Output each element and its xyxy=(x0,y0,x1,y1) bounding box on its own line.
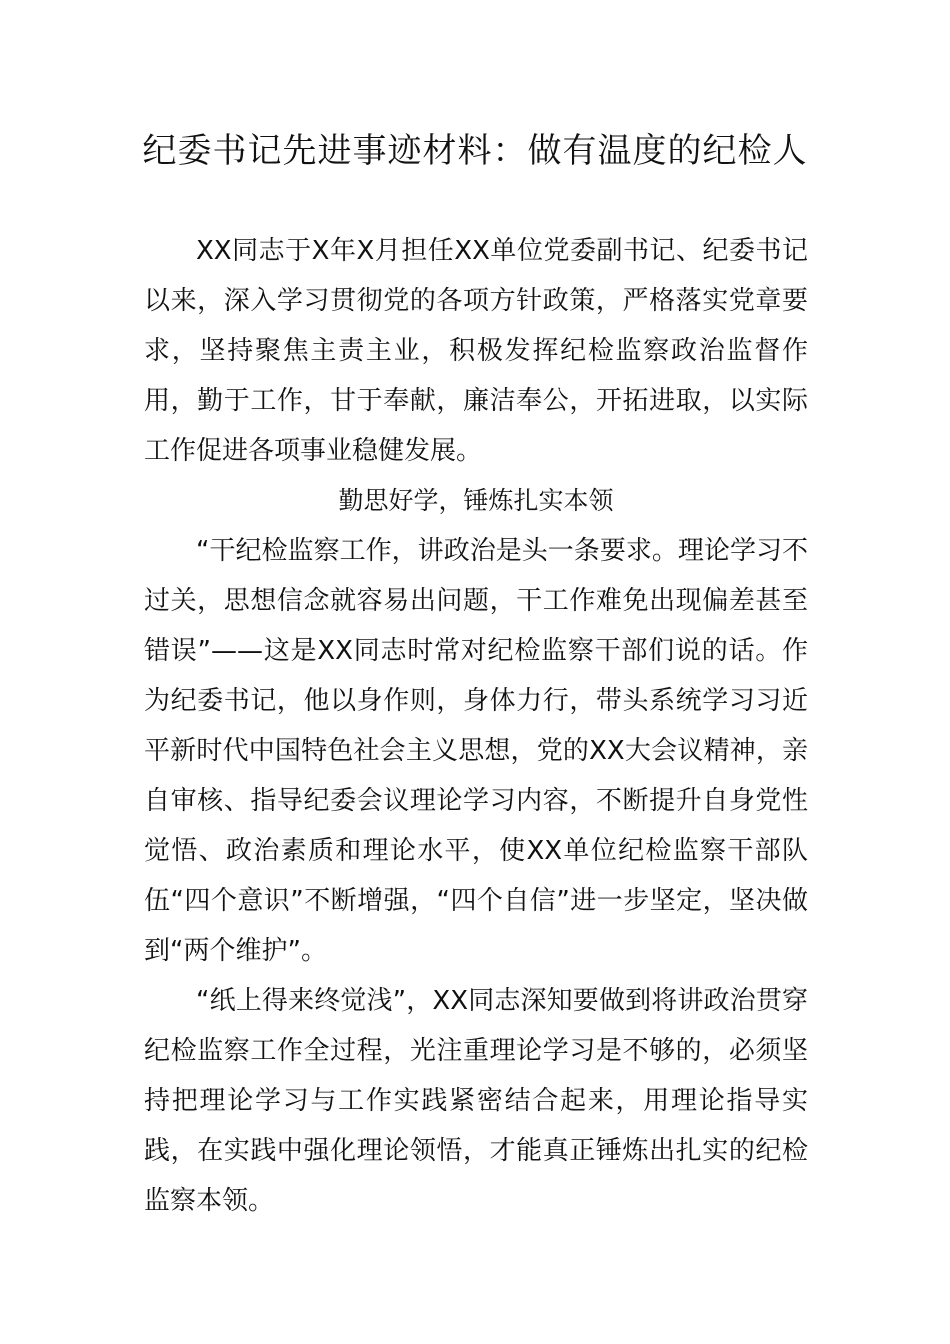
body-paragraph: “纸上得来终觉浅”，XX同志深知要做到将讲政治贯穿纪检监察工作全过程，光注重理论学习是不够的，必须坚持把理论学习与工作实践紧密结合起来，用理论指导实践，在实践中强化理论领悟，才能真正锤炼出扎实的纪检监察本领。 xyxy=(144,986,808,1216)
document-body xyxy=(144,226,808,1226)
section-heading: 勤思好学，锤炼扎实本领 xyxy=(338,486,614,515)
body-paragraph: “干纪检监察工作，讲政治是头一条要求。理论学习不过关，思想信念就容易出问题，干工作难免出现偏差甚至错误”——这是XX同志时常对纪检监察干部们说的话。作为纪委书记，他以身作则，身体力行，带头系统学习习近平新时代中国特色社会主义思想，党的XX大会议精神，亲自审核、指导纪委会议理论学习内容，不断提升自身党性觉悟、政治素质和理论水平，使XX单位纪检监察干部队伍“四个意识”不断增强，“四个自信”进一步坚定，坚决做到“两个维护”。 xyxy=(144,536,808,966)
document-title: 纪委书记先进事迹材料：做有温度的纪检人 xyxy=(142,131,808,171)
intro-paragraph: XX同志于X年X月担任XX单位党委副书记、纪委书记以来，深入学习贯彻党的各项方针政策，严格落实党章要求，坚持聚焦主责主业，积极发挥纪检监察政治监督作用，勤于工作，甘于奉献，廉洁奉公，开拓进取，以实际工作促进各项事业稳健发展。 xyxy=(144,236,808,466)
